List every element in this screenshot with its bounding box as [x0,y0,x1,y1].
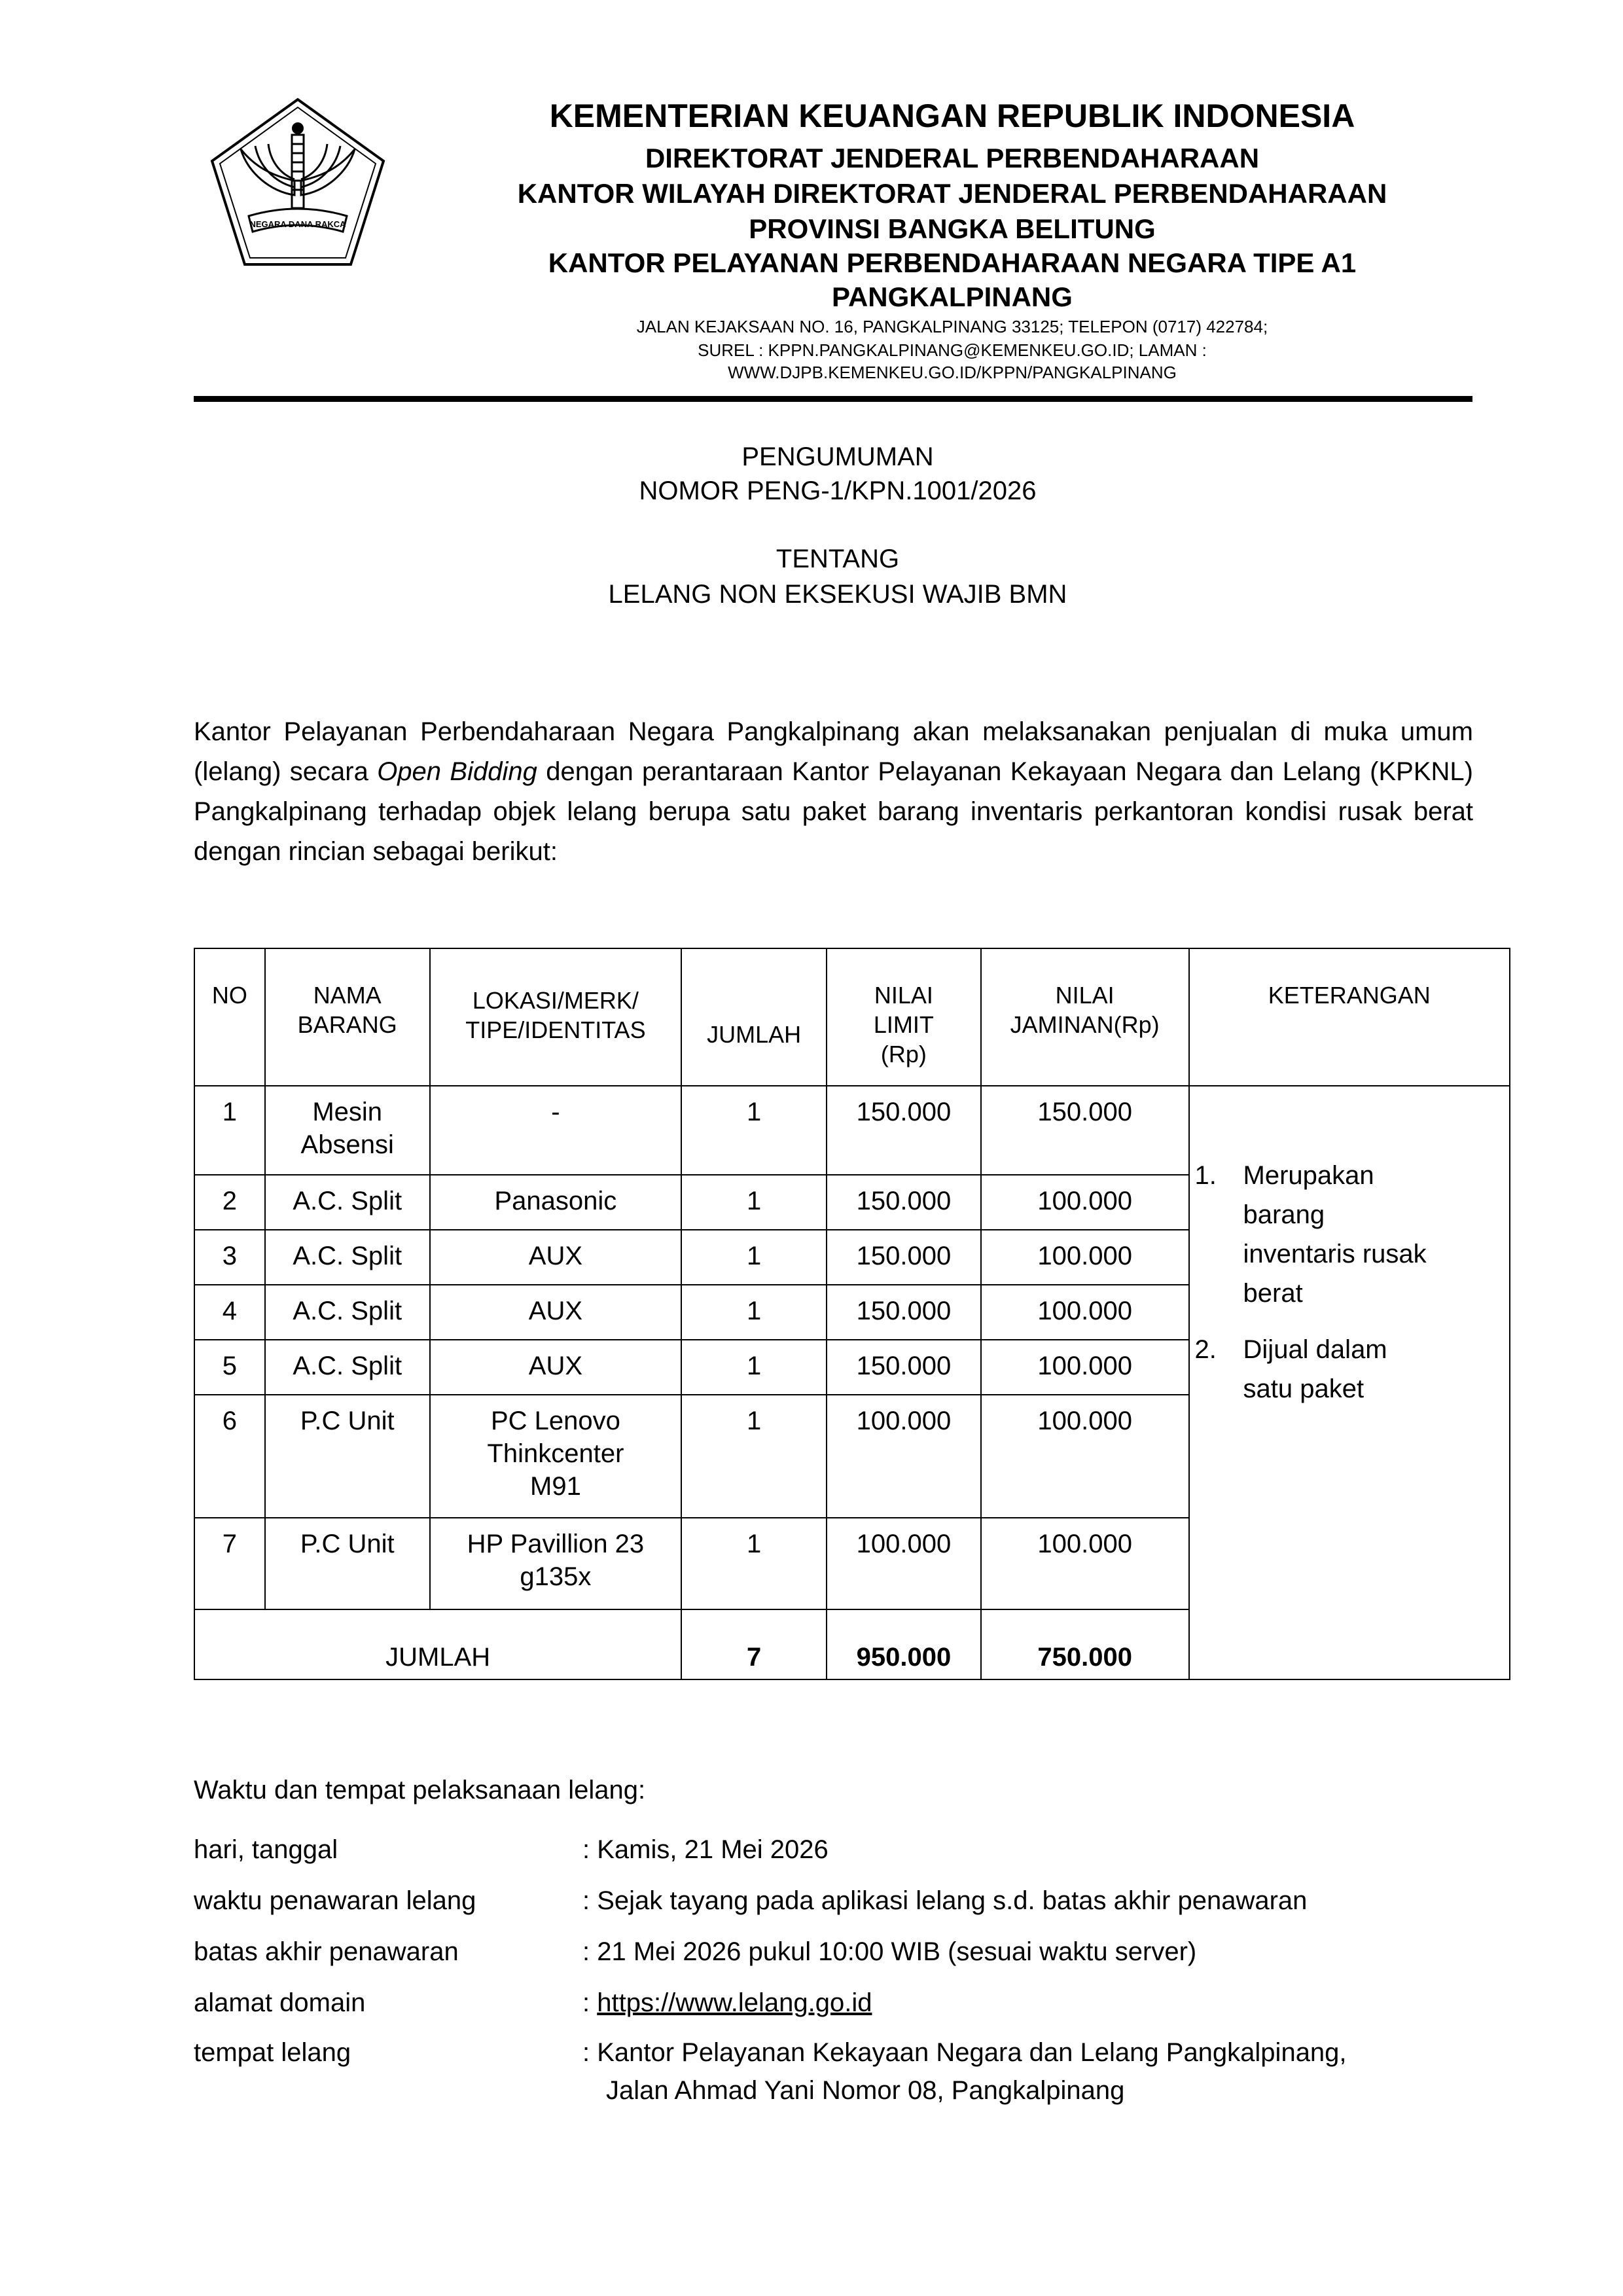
row-no: 7 [222,1530,238,1558]
row-nama: Mesin Absensi [300,1098,394,1159]
row-jumlah: 1 [747,1187,762,1215]
announcement-subject: LELANG NON EKSEKUSI WAJIB BMN [608,580,1067,609]
header-lokasi: LOKASI/MERK/ TIPE/IDENTITAS [430,948,682,1086]
row-nama: P.C Unit [300,1530,395,1558]
row-no: 5 [222,1352,238,1380]
schedule-label-date: hari, tanggal [194,1835,338,1864]
announcement-heading: PENGUMUMAN [741,442,934,471]
auction-items-table [194,948,1510,1680]
keterangan-cell [1189,1086,1510,1679]
row-limit: 150.000 [856,1242,952,1270]
row-jaminan: 100.000 [1037,1407,1132,1435]
row-lokasi: PC Lenovo Thinkcenter M91 [487,1407,624,1501]
total-jumlah: 7 [747,1643,762,1672]
logo-motto: NEGARA DANA RAKCA [249,219,346,229]
intro-text-start: Kantor Pelayanan Perbendaharaan Negara Pangkalpinang akan melaksanakan penjualan di muka umum (lelang) secara [194,717,1473,786]
row-jumlah: 1 [747,1352,762,1380]
office-name: KANTOR PELAYANAN PERBENDAHARAAN NEGARA TIPE A1 [548,247,1357,278]
row-jaminan: 100.000 [1037,1297,1132,1325]
row-jumlah: 1 [747,1297,762,1325]
header-nilai-jaminan: NILAI JAMINAN(Rp) [981,948,1189,1086]
row-jumlah: 1 [747,1407,762,1435]
row-nama: A.C. Split [293,1187,402,1215]
schedule-label-deadline: batas akhir penawaran [194,1937,459,1966]
header-keterangan: KETERANGAN [1189,948,1510,1086]
kemenkeu-logo [208,97,387,268]
schedule-value-deadline: : 21 Mei 2026 pukul 10:00 WIB (sesuai waktu server) [582,1937,1197,1966]
directorate-name: DIREKTORAT JENDERAL PERBENDAHARAAN [645,143,1260,173]
row-jaminan: 150.000 [1037,1098,1132,1126]
keterangan-item: 2. Dijual dalam satu paket [1194,1335,1387,1403]
regional-office-name: KANTOR WILAYAH DIREKTORAT JENDERAL PERBENDAHARAAN [517,178,1387,209]
schedule-label-venue: tempat lelang [194,2038,351,2067]
row-lokasi: Panasonic [494,1187,617,1215]
keterangan-list [1195,1156,1509,1408]
row-no: 4 [222,1297,238,1325]
row-jumlah: 1 [747,1530,762,1558]
table-header-row [194,948,1510,1086]
header-nilai-limit: NILAI LIMIT (Rp) [827,948,981,1086]
intro-text-italic: Open Bidding [377,757,537,786]
header-jumlah: JUMLAH [681,948,827,1086]
row-lokasi: AUX [528,1297,583,1325]
row-lokasi: AUX [528,1242,583,1270]
intro-paragraph [194,712,1473,872]
announcement-number: NOMOR PENG-1/KPN.1001/2026 [639,476,1037,505]
office-city: PANGKALPINANG [832,281,1073,312]
row-limit: 150.000 [856,1352,952,1380]
row-no: 6 [222,1407,238,1435]
schedule-heading: Waktu dan tempat pelaksanaan lelang: [194,1776,646,1804]
keterangan-item: 1. Merupakan barang inventaris rusak berat [1194,1161,1427,1308]
row-lokasi: - [551,1098,560,1126]
table-row [194,1086,1510,1175]
row-jumlah: 1 [747,1098,762,1126]
row-nama: A.C. Split [293,1352,402,1380]
row-limit: 150.000 [856,1297,952,1325]
schedule-label-domain: alamat domain [194,1988,366,2017]
row-jaminan: 100.000 [1037,1352,1132,1380]
row-limit: 150.000 [856,1098,952,1126]
schedule-label-bidding-time: waktu penawaran lelang [194,1886,476,1915]
row-lokasi: HP Pavillion 23 g135x [467,1530,645,1591]
row-jumlah: 1 [747,1242,762,1270]
office-website: WWW.DJPB.KEMENKEU.GO.ID/KPPN/PANGKALPINANG [728,363,1177,382]
row-nama: A.C. Split [293,1297,402,1325]
schedule-value-bidding-time: : Sejak tayang pada aplikasi lelang s.d. batas akhir penawaran [582,1886,1308,1915]
row-nama: A.C. Split [293,1242,402,1270]
row-jaminan: 100.000 [1037,1242,1132,1270]
announcement-about: TENTANG [776,545,900,573]
header-no: NO [194,948,265,1086]
intro-text-end: dengan perantaraan Kantor Pelayanan Kekayaan Negara dan Lelang (KPKNL) Pangkalpinang terhadap objek lelang berupa satu paket barang inventaris perkantoran kondisi rusak berat dengan rincian sebagai berikut: [194,757,1473,866]
office-email: SUREL : KPPN.PANGKALPINANG@KEMENKEU.GO.ID; LAMAN : [698,340,1207,360]
row-limit: 100.000 [856,1407,952,1435]
total-label: JUMLAH [385,1643,491,1672]
row-lokasi: AUX [528,1352,583,1380]
schedule-value-venue-line2: Jalan Ahmad Yani Nomor 08, Pangkalpinang [606,2076,1125,2105]
schedule-value-date: : Kamis, 21 Mei 2026 [582,1835,829,1864]
row-limit: 100.000 [856,1530,952,1558]
auction-domain-link[interactable]: https://www.lelang.go.id [597,1988,872,2017]
row-nama: P.C Unit [300,1407,395,1435]
ministry-name: KEMENTERIAN KEUANGAN REPUBLIK INDONESIA [549,98,1355,134]
header-nama-barang: NAMA BARANG [265,948,430,1086]
schedule-value-venue: : Kantor Pelayanan Kekayaan Negara dan Lelang Pangkalpinang, [582,2038,1347,2067]
schedule-value-domain: : https://www.lelang.go.id [582,1988,872,2017]
total-limit: 950.000 [856,1643,952,1672]
office-address: JALAN KEJAKSAAN NO. 16, PANGKALPINANG 33125; TELEPON (0717) 422784; [636,317,1268,336]
row-limit: 150.000 [856,1187,952,1215]
row-no: 2 [222,1187,238,1215]
row-no: 1 [222,1098,238,1126]
row-no: 3 [222,1242,238,1270]
row-jaminan: 100.000 [1037,1187,1132,1215]
row-jaminan: 100.000 [1037,1530,1132,1558]
letterhead-divider [194,396,1472,402]
province-name: PROVINSI BANGKA BELITUNG [749,213,1156,244]
total-jaminan: 750.000 [1037,1643,1132,1672]
